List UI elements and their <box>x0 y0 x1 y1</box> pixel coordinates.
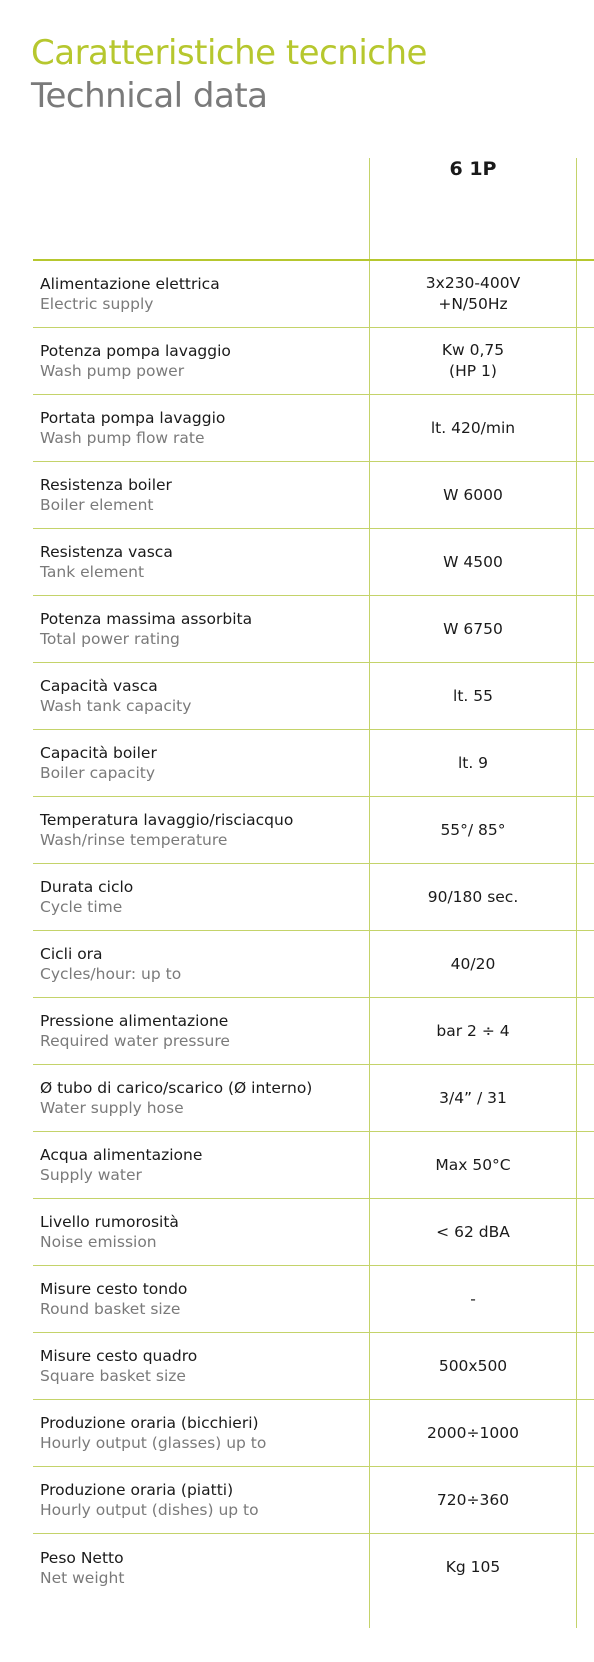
spec-label-english: Round basket size <box>40 1300 181 1318</box>
spec-label-italian: Alimentazione elettrica <box>40 275 220 293</box>
spec-value: 55°/ 85° <box>440 820 506 839</box>
table-row <box>33 1065 594 1132</box>
spec-label-italian: Produzione oraria (bicchieri) <box>40 1414 259 1432</box>
table-row <box>33 1400 594 1467</box>
spec-label-cell <box>40 1266 360 1332</box>
table-row <box>33 328 594 395</box>
table-row <box>33 1467 594 1534</box>
spec-label-cell <box>40 864 360 930</box>
spec-value-cell <box>370 328 576 394</box>
page-title-english: Technical data <box>31 76 268 116</box>
spec-label-italian: Ø tubo di carico/scarico (Ø interno) <box>40 1079 313 1097</box>
spec-label-cell <box>40 998 360 1064</box>
spec-label-english: Water supply hose <box>40 1099 184 1117</box>
spec-label-italian: Acqua alimentazione <box>40 1146 203 1164</box>
spec-value-cell <box>370 596 576 662</box>
model-column-header: 6 1P <box>449 158 497 180</box>
spec-label-english: Electric supply <box>40 295 154 313</box>
spec-value-cell <box>370 931 576 997</box>
spec-value-cell <box>370 1266 576 1332</box>
spec-value-cell <box>370 1199 576 1265</box>
spec-value: Kg 105 <box>445 1558 501 1576</box>
spec-value-cell <box>370 730 576 796</box>
spec-value: 500x500 <box>438 1356 508 1375</box>
spec-value: lt. 420/min <box>430 418 516 437</box>
spec-label-english: Cycle time <box>40 898 123 916</box>
spec-value-cell <box>370 261 576 327</box>
spec-label-english: Noise emission <box>40 1233 157 1251</box>
spec-value: 3x230-400V <box>425 274 521 292</box>
spec-label-english: Required water pressure <box>40 1032 230 1050</box>
spec-value-cell <box>370 1467 576 1533</box>
spec-label-cell <box>40 395 360 461</box>
spec-value-cell <box>370 1400 576 1466</box>
table-row <box>33 931 594 998</box>
spec-label-cell <box>40 1132 360 1198</box>
spec-value: +N/50Hz <box>438 295 508 313</box>
spec-value-cell <box>370 1132 576 1198</box>
spec-table <box>33 261 594 1601</box>
spec-label-cell <box>40 1065 360 1131</box>
table-row <box>33 864 594 931</box>
spec-value: 2000÷1000 <box>427 1423 519 1442</box>
spec-value-cell <box>370 998 576 1064</box>
spec-label-italian: Potenza pompa lavaggio <box>40 342 231 360</box>
spec-label-italian: Capacità boiler <box>40 744 157 762</box>
spec-label-english: Total power rating <box>40 630 180 648</box>
spec-label-english: Wash/rinse temperature <box>40 831 228 849</box>
table-row <box>33 395 594 462</box>
spec-label-italian: Portata pompa lavaggio <box>40 409 226 427</box>
spec-label-italian: Cicli ora <box>40 945 103 963</box>
spec-label-english: Boiler capacity <box>40 764 156 782</box>
spec-value-cell <box>370 864 576 930</box>
spec-label-italian: Misure cesto quadro <box>40 1347 198 1365</box>
spec-label-cell <box>40 797 360 863</box>
spec-value: < 62 dBA <box>436 1222 510 1241</box>
spec-label-english: Net weight <box>40 1568 125 1587</box>
table-row <box>33 730 594 797</box>
spec-value: 720÷360 <box>436 1490 510 1509</box>
spec-label-italian: Produzione oraria (piatti) <box>40 1481 234 1499</box>
table-row <box>33 1266 594 1333</box>
spec-label-cell <box>40 1467 360 1533</box>
spec-label-cell <box>40 1333 360 1399</box>
table-row <box>33 797 594 864</box>
spec-value: W 6000 <box>443 485 503 504</box>
spec-label-italian: Durata ciclo <box>40 878 134 896</box>
table-row <box>33 596 594 663</box>
spec-label-italian: Capacità vasca <box>40 677 158 695</box>
spec-value: lt. 9 <box>457 753 489 772</box>
spec-label-italian: Resistenza boiler <box>40 476 172 494</box>
spec-label-english: Square basket size <box>40 1367 186 1385</box>
spec-label-italian: Peso Netto <box>40 1548 124 1567</box>
spec-value-cell <box>370 395 576 461</box>
spec-label-english: Wash pump power <box>40 362 185 380</box>
table-row <box>33 1199 594 1266</box>
table-row <box>33 1333 594 1400</box>
spec-label-cell <box>40 328 360 394</box>
spec-value-cell <box>370 797 576 863</box>
page-title-italian: Caratteristiche tecniche <box>31 33 427 73</box>
table-row <box>33 1132 594 1199</box>
spec-label-english: Hourly output (glasses) up to <box>40 1434 267 1452</box>
spec-value-cell <box>370 1333 576 1399</box>
spec-label-english: Supply water <box>40 1166 142 1184</box>
spec-value: 90/180 sec. <box>427 887 519 906</box>
spec-label-italian: Resistenza vasca <box>40 543 173 561</box>
spec-label-cell <box>40 1400 360 1466</box>
table-row <box>33 261 594 328</box>
table-row <box>33 529 594 596</box>
table-row <box>33 998 594 1065</box>
spec-label-english: Cycles/hour: up to <box>40 965 182 983</box>
spec-label-italian: Livello rumorosità <box>40 1213 179 1231</box>
table-row <box>33 462 594 529</box>
spec-value: W 6750 <box>443 619 503 638</box>
spec-value: (HP 1) <box>449 362 497 380</box>
spec-value: - <box>470 1289 476 1308</box>
spec-value: bar 2 ÷ 4 <box>436 1021 510 1040</box>
spec-label-cell <box>40 261 360 327</box>
spec-value: 3/4” / 31 <box>439 1088 507 1107</box>
spec-label-english: Wash pump flow rate <box>40 429 205 447</box>
spec-value-cell <box>370 462 576 528</box>
spec-label-italian: Pressione alimentazione <box>40 1012 229 1030</box>
spec-label-english: Boiler element <box>40 496 154 514</box>
spec-label-cell <box>40 529 360 595</box>
spec-label-cell <box>40 663 360 729</box>
spec-value-cell <box>370 1534 576 1601</box>
table-row <box>33 663 594 730</box>
spec-value: W 4500 <box>443 552 503 571</box>
spec-value-cell <box>370 1065 576 1131</box>
spec-label-english: Hourly output (dishes) up to <box>40 1501 259 1519</box>
spec-label-cell <box>40 462 360 528</box>
spec-value-cell <box>370 529 576 595</box>
spec-label-english: Wash tank capacity <box>40 697 192 715</box>
spec-value: Kw 0,75 <box>441 341 505 359</box>
spec-label-italian: Temperatura lavaggio/risciacquo <box>40 811 294 829</box>
spec-label-cell <box>40 596 360 662</box>
spec-label-cell <box>40 1199 360 1265</box>
spec-label-italian: Misure cesto tondo <box>40 1280 188 1298</box>
spec-label-cell <box>40 730 360 796</box>
spec-label-cell <box>40 931 360 997</box>
spec-value: Max 50°C <box>435 1155 511 1174</box>
spec-label-english: Tank element <box>40 563 145 581</box>
spec-value: lt. 55 <box>453 686 493 705</box>
spec-value: 40/20 <box>450 954 496 973</box>
table-row <box>33 1534 594 1601</box>
spec-label-cell <box>40 1534 360 1601</box>
spec-value-cell <box>370 663 576 729</box>
spec-label-italian: Potenza massima assorbita <box>40 610 253 628</box>
